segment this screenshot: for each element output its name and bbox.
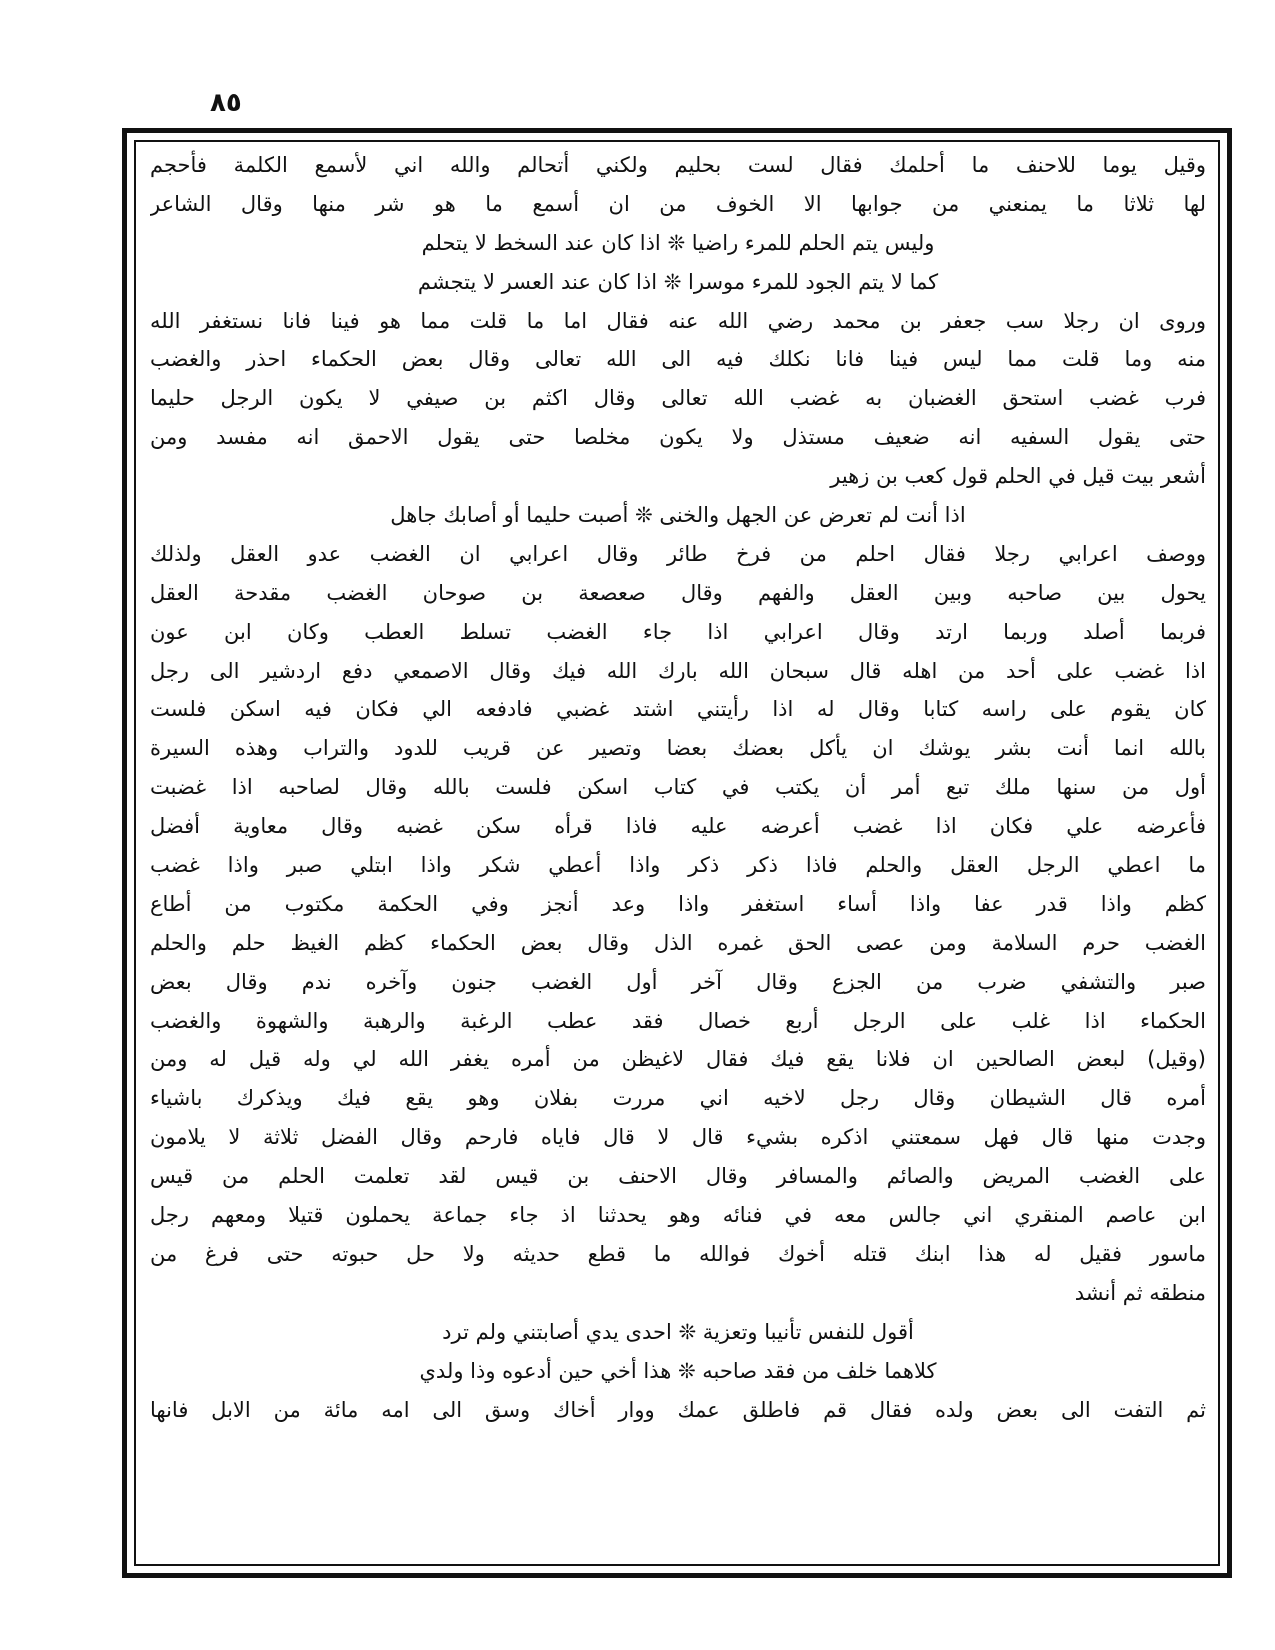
text-line: فأعرضه علي فكان اذا غضب أعرضه عليه فاذا قرأه سكن غضبه وقال معاوية أفضل [150,814,1206,839]
text-line: (وقيل) لبعض الصالحين ان فلانا يقع فيك فقال لاغيظن من أمره يغفر الله لي وله قيل له ومن [150,1047,1206,1072]
body-text [150,146,1206,1429]
text-line: لها ثلاثا ما يمنعني من جوابها الا الخوف من ان أسمع ما هو شر منها وقال الشاعر [150,191,1206,216]
verse-line: اذا أنت لم تعرض عن الجهل والخنى ❊ أصبت حليما أو أصابك جاهل [390,503,966,528]
text-line: فربما أصلد وربما ارتد وقال اعرابي اذا جاء الغضب تسلط العطب وكان ابن عون [150,619,1206,644]
text-line: بالله انما أنت بشر يوشك ان يأكل بعضك بعضا وتصير عن قريب للدود والتراب وهذه السيرة [150,736,1206,761]
text-line: أشعر بيت قيل في الحلم قول كعب بن زهير [830,464,1206,489]
text-line: وروى ان رجلا سب جعفر بن محمد رضي الله عنه فقال اما ما قلت مما هو فينا فانا نستغفر الله [150,308,1206,333]
text-line: وقيل يوما للاحنف ما أحلمك فقال لست بحليم ولكني أتحالم والله اني لأسمع الكلمة فأحجم [150,153,1206,177]
verse-line: وليس يتم الحلم للمرء راضيا ❊ اذا كان عند السخط لا يتحلم [421,230,935,255]
text-line: صبر والتشفي ضرب من الجزع وقال آخر أول الغضب جنون وآخره ندم وقال بعض [150,969,1206,994]
verse-line: كلاهما خلف من فقد صاحبه ❊ هذا أخي حين أدعوه وذا ولدي [419,1358,937,1383]
page-number: ٨٥ [210,88,242,118]
text-line: منطقه ثم أنشد [1074,1280,1206,1305]
text-line: أول من سنها ملك تبع أمر أن يكتب في كتاب اسكن فلست بالله وقال لصاحبه اذا غضبت [150,775,1206,800]
text-line: اذا غضب على أحد من اهله قال سبحان الله بارك الله فيك وقال الاصمعي دفع اردشير الى رجل [150,658,1206,683]
verse-line: كما لا يتم الجود للمرء موسرا ❊ اذا كان عند العسر لا يتجشم [417,269,939,294]
text-line: فرب غضب استحق الغضبان به غضب الله تعالى وقال اكثم بن صيفي لا يكون الرجل حليما [150,386,1206,411]
text-line: ووصف اعرابي رجلا فقال احلم من فرخ طائر وقال اعرابي ان الغضب عدو العقل ولذلك [150,541,1206,566]
text-line: الحكماء اذا غلب على الرجل أربع خصال فقد عطب الرغبة والرهبة والشهوة والغضب [150,1008,1206,1033]
text-line: حتى يقول السفيه انه ضعيف مستذل ولا يكون مخلصا حتى يقول الاحمق انه مفسد ومن [150,425,1206,450]
text-line: منه وما قلت مما ليس فينا فانا نكلك فيه الى الله تعالى وقال بعض الحكماء احذر والغضب [150,347,1206,372]
text-line: ماسور فقيل له هذا ابنك قتله أخوك فوالله ما قطع حديثه ولا حل حبوته حتى فرغ من [150,1241,1206,1266]
text-line: كظم واذا قدر عفا واذا أساء استغفر واذا وعد أنجز وفي الحكمة مكتوب من أطاع [150,891,1206,916]
text-line: ما اعطي الرجل العقل والحلم فاذا ذكر ذكر واذا أعطي شكر واذا ابتلي صبر واذا غضب [150,853,1206,878]
text-line: الغضب حرم السلامة ومن عصى الحق غمره الذل وقال بعض الحكماء كظم الغيظ حلم والحلم [150,930,1206,955]
text-line: كان يقوم على راسه كتابا وقال له اذا رأيتني اشتد غضبي فادفعه الي فكان فيه اسكن فلست [150,697,1206,722]
text-line: يحول بين صاحبه وبين العقل والفهم وقال صعصعة بن صوحان الغضب مقدحة العقل [150,580,1206,605]
text-line: وجدت منها قال فهل سمعتني اذكره بشيء قال لا قال فاياه فارحم وقال الفضل ثلاثة لا يلامون [150,1125,1206,1150]
text-line: أمره قال الشيطان وقال رجل لاخيه اني مررت بفلان وهو يقع فيك ويذكرك باشياء [150,1086,1206,1111]
text-line: على الغضب المريض والصائم والمسافر وقال الاحنف بن قيس لقد تعلمت الحلم من قيس [150,1164,1206,1189]
verse-line: أقول للنفس تأنيبا وتعزية ❊ احدى يدي أصابتني ولم ترد [442,1319,914,1344]
text-line: ثم التفت الى بعض ولده فقال قم فاطلق عمك ووار أخاك وسق الى امه مائة من الابل فانها [150,1397,1206,1422]
text-line: ابن عاصم المنقري اني جالس معه في فنائه وهو يحدثنا اذ جاء جماعة يحملون قتيلا ومعهم رجل [150,1203,1206,1228]
